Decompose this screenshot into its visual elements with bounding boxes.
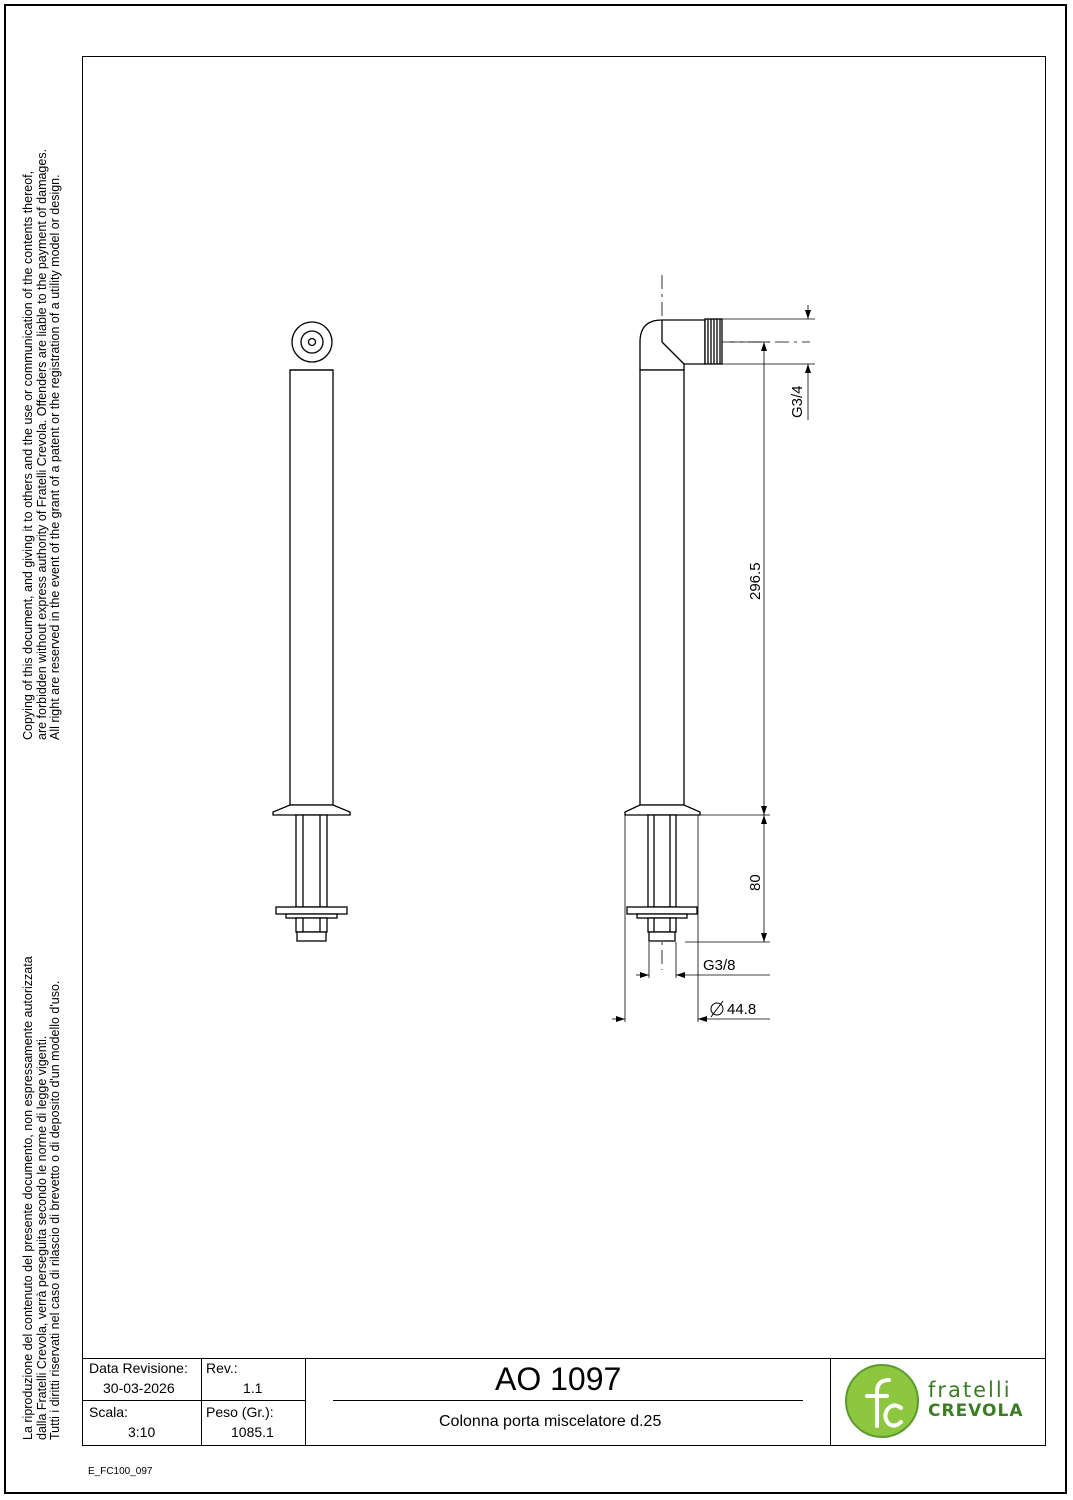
column-body-front (640, 370, 684, 805)
threaded-rod (296, 815, 327, 907)
nut (296, 918, 327, 932)
front-view (625, 275, 810, 970)
dim-thread-bottom: G3/8 (703, 957, 736, 974)
copyright-en-line: are forbidden without express authority of Fratelli Crevola. Offenders are liable to the payment of damages. (34, 148, 49, 740)
copyright-en-line: Copying of this document, and giving it to others and the use or communication of the contents thereof, (21, 170, 35, 740)
column-body (290, 370, 333, 805)
threaded-rod-front (648, 815, 676, 907)
weight-value: 1085.1 (231, 1424, 274, 1440)
part-code: AO 1097 (495, 1361, 622, 1397)
rev-value: 1.1 (243, 1380, 263, 1396)
copyright-en-line: All right are reserved in the event of the grant of a patent or the registration of a utility model or design. (48, 174, 63, 740)
elbow (640, 320, 705, 370)
side-view (273, 322, 350, 941)
washer (276, 907, 347, 914)
logo-word-fratelli: fratelli (928, 1378, 1012, 1402)
rev-label: Rev.: (206, 1360, 238, 1376)
footer-document-code: E_FC100_097 (88, 1466, 153, 1477)
dim-length-main: 296.5 (747, 562, 764, 600)
diameter-symbol-icon (711, 1001, 723, 1017)
fratelli-crevola-logo-icon (843, 1362, 921, 1440)
title-block (83, 1358, 1045, 1445)
copyright-it-line: Tutti i diritti riservati nel caso di rilascio di brevetto o di deposito d'un modello d'uso. (48, 980, 63, 1440)
nut-front (648, 918, 676, 932)
weight-label: Peso (Gr.): (206, 1404, 274, 1420)
dim-length-bottom: 80 (747, 874, 764, 891)
washer-front (627, 907, 697, 914)
flange-front (625, 805, 700, 815)
scale-value: 3:10 (128, 1424, 156, 1440)
dimension-labels (703, 385, 806, 1018)
dim-diameter: 44.8 (727, 1001, 757, 1018)
top-fitting-circle (292, 322, 332, 362)
copyright-it-line: dalla Fratelli Crevola, verrà perseguita secondo le norme di legge vigenti. (34, 1035, 49, 1440)
copyright-it-line: La riproduzione del contenuto del presente documento, non espressamente autorizzata (21, 956, 35, 1440)
logo-word-crevola: CREVOLA (928, 1401, 1024, 1421)
dim-thread-top: G3/4 (789, 385, 806, 418)
revision-date-label: Data Revisione: (89, 1360, 188, 1376)
flange (273, 805, 350, 815)
part-description: Colonna porta miscelatore d.25 (439, 1413, 662, 1430)
revision-date-value: 30-03-2026 (103, 1380, 175, 1396)
scale-label: Scala: (89, 1404, 128, 1420)
